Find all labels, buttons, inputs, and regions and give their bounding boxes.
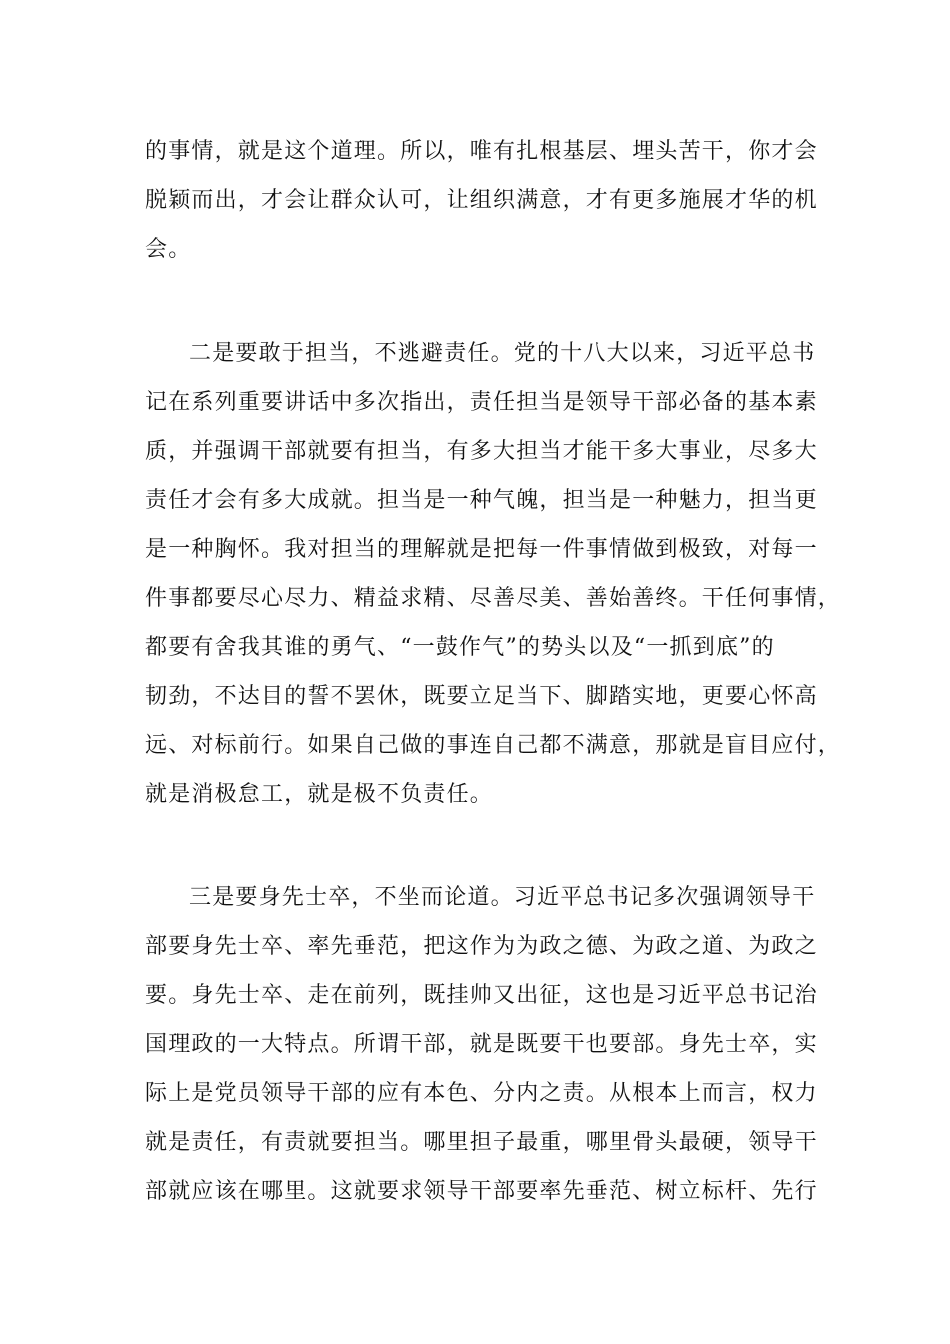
text-line: 就是责任，有责就要担当。哪里担子最重，哪里骨头最硬，领导干 bbox=[145, 1130, 818, 1155]
text-line: 的事情，就是这个道理。所以，唯有扎根基层、埋头苦干，你才会 bbox=[145, 139, 818, 164]
text-line: 责任才会有多大成就。担当是一种气魄，担当是一种魅力，担当更 bbox=[145, 488, 818, 513]
text-line: 是一种胸怀。我对担当的理解就是把每一件事情做到极致，对每一 bbox=[145, 537, 818, 562]
text-line: 部就应该在哪里。这就要求领导干部要率先垂范、树立标杆、先行 bbox=[145, 1179, 818, 1204]
text-line: 二是要敢于担当，不逃避责任。党的十八大以来，习近平总书 bbox=[189, 341, 816, 366]
text-line: 脱颖而出，才会让群众认可，让组织满意，才有更多施展才华的机 bbox=[145, 188, 818, 213]
text-line: 部要身先士卒、率先垂范，把这作为为政之德、为政之道、为政之 bbox=[145, 934, 818, 959]
paragraph-lead-by-example bbox=[145, 873, 825, 1216]
paragraph-continuation bbox=[145, 127, 825, 274]
text-line: 就是消极怠工，就是极不负责任。 bbox=[145, 782, 494, 807]
text-line: 远、对标前行。如果自己做的事连自己都不满意，那就是盲目应付， bbox=[145, 733, 842, 758]
text-line: 三是要身先士卒，不坐而论道。习近平总书记多次强调领导干 bbox=[189, 885, 816, 910]
text-line: 质，并强调干部就要有担当，有多大担当才能干多大事业，尽多大 bbox=[145, 439, 818, 464]
text-line: 记在系列重要讲话中多次指出，责任担当是领导干部必备的基本素 bbox=[145, 390, 818, 415]
text-line: 要。身先士卒、走在前列，既挂帅又出征，这也是习近平总书记治 bbox=[145, 983, 818, 1008]
text-line: 件事都要尽心尽力、精益求精、尽善尽美、善始善终。干任何事情， bbox=[145, 586, 842, 611]
paragraph-take-responsibility bbox=[145, 329, 842, 819]
text-line: 都要有舍我其谁的勇气、“一鼓作气”的势头以及“一抓到底”的 bbox=[145, 635, 775, 660]
text-line: 韧劲，不达目的誓不罢休，既要立足当下、脚踏实地，更要心怀高 bbox=[145, 684, 818, 709]
text-line: 际上是党员领导干部的应有本色、分内之责。从根本上而言，权力 bbox=[145, 1081, 818, 1106]
text-line: 国理政的一大特点。所谓干部，就是既要干也要部。身先士卒，实 bbox=[145, 1032, 818, 1057]
text-line: 会。 bbox=[145, 237, 192, 262]
